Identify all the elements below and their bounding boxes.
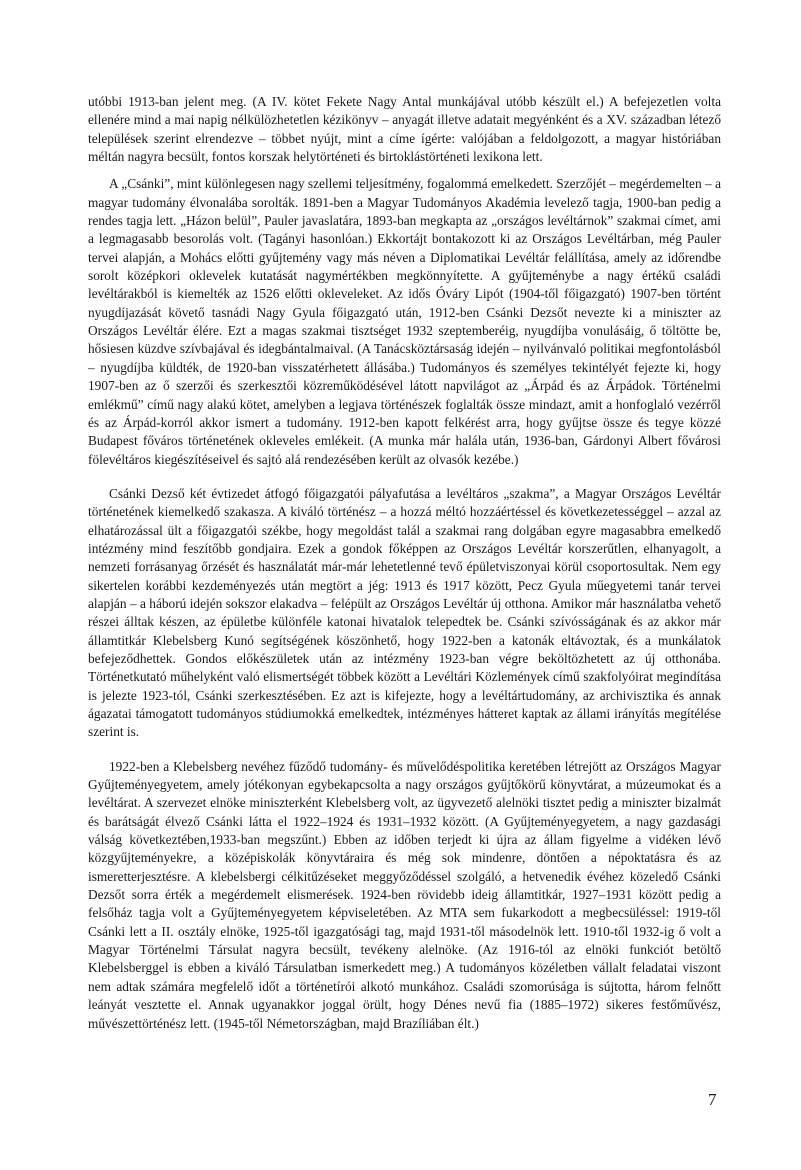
paragraph-4: 1922-ben a Klebelsberg nevéhez fűződő tudomány- és művelődéspolitika keretében létrejött az Országos Magyar Gyűjteményegyetem, amely jótékonyan egybekapcsolta a nagy országos gyűjtőkörű könyvtárat, a múzeumokat és a levéltárat. A szervezet elnöke miniszterként Klebelsberg volt, az ügyvezető alelnöki tisztet pedig a miniszter bizalmát és barátságát élvező Csánki látta el 1922–1924 és 1931–1932 között. (A Gyűjteményegyetem, a nagy gazdasági válság következtében,1933-ban megszűnt.) Ebben az időben terjedt ki újra az állam figyelme a vidéken lévő közgyűjteményekre, a középiskolák könyvtáraira és még sok mindenre, döntően a népoktatásra és az ismeretterjesztésre. A klebelsbergi célkitűzéseket meggyőződéssel szolgáló, a hetvenedik évéhez közeledő Csánki Dezsőt sorra érték a megérdemelt elismerések. 1924-ben rövidebb ideig államtitkár, 1927–1931 között pedig a felsőház tagja volt a Gyűjteményegyetem képviseletében. Az MTA sem fukarkodott a megbecsüléssel: 1919-től Csánki lett a II. osztály elnöke, 1925-től igazgatósági tag, majd 1931-től másodelnök lett. 1910-től 1932-ig ő volt a Magyar Történelmi Társulat nagyra becsült, tevékeny alelnöke. (Az 1916-tól az elnöki funkciót betöltő Klebelsberggel is ebben a kiváló Társulatban ismerkedett meg.) A tudományos közéletben vállalt feladatai viszont nem adtak számára megfelelő időt a történetírói alkotó munkához. Családi szomorúsága is sújtotta, három felnőtt leányát vesztette el. Annak ugyanakkor joggal örült, hogy Dénes nevű fia (1885–1972) sikeres festőművész, művészettörténész lett. (1945-től Németországban, majd Brazíliában élt.) [88,758,721,1031]
paragraph-1: utóbbi 1913-ban jelent meg. (A IV. kötet Fekete Nagy Antal munkájával utóbb készült el.) A befejezetlen volta ellenére mind a mai napig nélkülözhetetlen kézikönyv – anyagát illetve adatait megyénként és a XV. században létező települések szerint elrendezve – többet nyújt, mint a címe ígérte: valójában a feldolgozott, a magyar históriában méltán nagyra becsült, fontos korszak helytörténeti és birtoklástörténeti lexikona lett. [88,94,721,165]
paragraph-3: Csánki Dezső két évtizedet átfogó főigazgatói pályafutása a levéltáros „szakma”, a Magyar Országos Levéltár történetének kiemelkedő szakasza. A kiváló történész – a hozzá méltó hozzáértéssel és következetességgel – azzal az elhatározással ült a főigazgatói székbe, hogy megoldást talál a szakmai rang dolgában egyre magasabbra emelkedő intézmény mind feszítőbb gondjaira. Ezek a gondok főképpen az Országos Levéltár korszerűtlen, elhanyagolt, a nemzeti forrásanyag őrzését és használatát már-már lehetetlenné tevő épületviszonyai körül csoportosultak. Nem egy sikertelen korábbi kezdeményezés után megtört a jég: 1913 és 1917 között, Pecz Gyula műegyetemi tanár tervei alapján – a háború idején sokszor elakadva – felépült az Országos Levéltár új otthona. Amikor már használatba vehető részei álltak készen, az épületbe különféle katonai hivatalok telepedtek be. Csánki szívósságának és az akkor már államtitkár Klebelsberg Kunó segítségének köszönhető, hogy 1922-ben a katonák eltávoztak, és a munkálatok befejeződhettek. Gondos előkészületek után az intézmény 1923-ban végre beköltözhetett az új otthonába. Történetkutató műhelyként való elismertségét többek között a Levéltári Közlemények című szakfolyóirat megindítása is jelezte 1923-tól, Csánki szerkesztésében. Ez azt is kifejezte, hogy a levéltártudomány, az archivisztika és annak ágazatai támogatott tudományos stúdiumokká emelkedtek, intézményes hátteret kaptak az állami irányítás megítélése szerint is. [88,485,721,740]
page-number: 7 [708,1090,717,1109]
paragraph-2: A „Csánki”, mint különlegesen nagy szellemi teljesítmény, fogalommá emelkedett. Szerzőjét – megérdemelten – a magyar tudomány élvonalába sorolták. 1891-ben a Magyar Tudományos Akadémia levelező tagja, 1900-ban pedig a rendes tagja lett. „Házon belül”, Pauler javaslatára, 1893-ban megkapta az „országos levéltárnok” szakmai címet, ami a legmagasabb besorolás volt. (Tagányi hasonlóan.) Ekkortájt bontakozott ki az Országos Levéltárban, még Pauler tervei alapján, a Mohács előtti gyűjtemény vagy más néven a Diplomatikai Levéltár felállítása, amely az időrendbe sorolt középkori oklevelek kutatását nagymértékben megkönnyítette. A gyűjteménybe a nagy értékű családi levéltárakból is kiemelték az 1526 előtti okleveleket. Az idős Óváry Lipót (1904-től főigazgató) 1907-ben történt nyugdíjazását követő tasnádi Nagy Gyula főigazgató után, 1912-ben Csánki Dezsőt nevezte ki a miniszter az Országos Levéltár élére. Ezt a magas szakmai tisztséget 1932 szeptemberéig, nyugdíjba vonulásáig, ő töltötte be, hősiesen küzdve szívbajával és idegbántalmaival. (A Tanácsköztársaság idején – nyilvánvaló politikai megfontolásból – nyugdíjba küldték, de 1920-ban visszatérhetett állásába.) Tudományos és személyes tekintélyét fejezte ki, hogy 1907-ben az ő szerzői és szerkesztői közreműködésével látott napvilágot az „Árpád és az Árpádok. Történelmi emlékmű” című nagy alakú kötet, amelyben a legjava történészek foglalták össze mindazt, amit a honfoglaló vezérről és az Árpád-korról akkor ismert a tudomány. 1912-ben kapott felkérést arra, hogy gyűjtse össze és tegye közzé Budapest főváros történetének okleveles emlékeit. (A munka már halála után, 1936-ban, Gárdonyi Albert fővárosi fölevéltáros kiegészítéseivel és sajtó alá rendezésében került az olvasók kezébe.) [88,176,721,467]
page-body [88,93,721,1033]
